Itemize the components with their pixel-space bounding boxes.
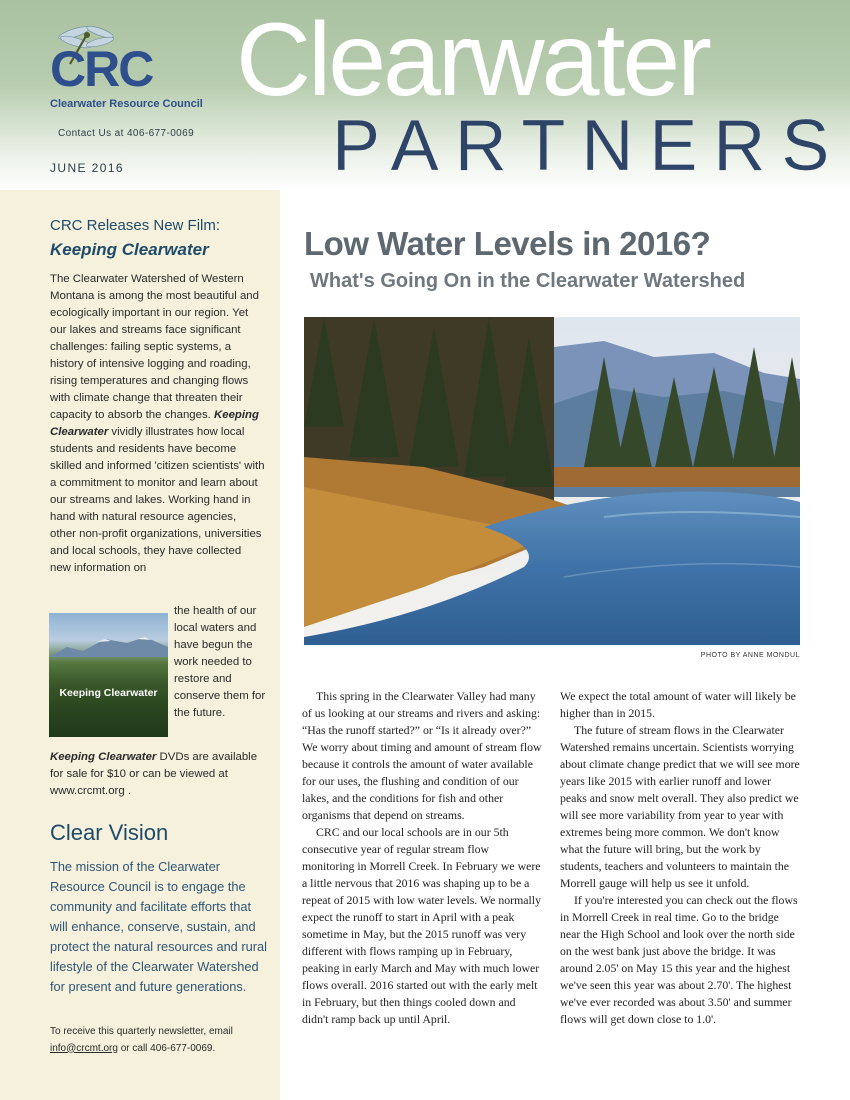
- dvd-cover-title: Keeping Clearwater: [59, 687, 158, 699]
- logo-subtitle: Clearwater Resource Council: [50, 98, 203, 110]
- film-intro-bold: Keeping Clearwater: [50, 409, 259, 438]
- email-link[interactable]: info@crcmt.org: [50, 1042, 118, 1054]
- photo-credit: PHOTO BY ANNE MONDUL: [700, 652, 800, 659]
- article-column-2: [560, 688, 800, 1028]
- dvd-availability: [50, 749, 265, 800]
- vision-text: The mission of the Clearwater Resource Council is to engage the community and facilitate efforts that will enhance, conserve, sustain, and protect the natural resources and rural lifestyle of the Clearwater Watershed for present and future generations.: [50, 859, 267, 994]
- article-subtitle: What's Going On in the Clearwater Watershed: [310, 270, 746, 292]
- film-heading: CRC Releases New Film:: [50, 217, 221, 234]
- dvd-bold-title: Keeping Clearwater: [50, 751, 157, 763]
- dvd-text: DVDs are available for sale for $10 or can be viewed at www.crcmt.org .: [50, 751, 258, 797]
- film-intro-lead: The Clearwater Watershed of Western Montana is among the most beautiful and ecologically important in our region. Yet our lakes and streams face significant challenges: failing septic systems, a history of intensive logging and roading, rising temperatures and changing flows with climate change that threaten their capacity to absorb the changes.: [50, 273, 259, 421]
- masthead: [0, 0, 850, 190]
- newsletter-footer: [50, 1024, 270, 1057]
- vision-heading: Clear Vision: [50, 820, 169, 845]
- article-paragraph: The future of stream flows in the Clearwater Watershed remains uncertain. Scientists worrying about climate change predict that we will see more years like 2015 with earlier runoff and lower peaks and snow melt overall. They also predict we will see more variability from year to year with extremes being more common. We don't know what the future will bring, but the work by students, teachers and volunteers to maintain the Morrell gauge will help us see it unfold.: [560, 723, 800, 890]
- film-title: Keeping Clearwater: [50, 240, 209, 259]
- logo-wordmark: CRC: [50, 41, 153, 97]
- film-intro-rest: vividly illustrates how local students and residents have become skilled and informed 'citizen scientists' with a commitment to monitor and learn about our streams and lakes. Working hand in hand with natural resource agencies, other non-profit organizations, universities and local schools, they have collected new information on: [50, 426, 265, 574]
- article-paragraph: CRC and our local schools are in our 5th consecutive year of regular stream flow monitoring in Morrell Creek. In February we were a little nervous that 2016 was shaping up to be a repeat of 2015 with low water levels. We normally expect the runoff to start in April with a peak sometime in May, but the 2015 runoff was very different with flows ramping up in February, peaking in early March and May with much lower flows overall. 2016 started out with the early melt in February, but then things cooled down and didn't ramp back up until April.: [302, 825, 541, 1026]
- river-landscape-image: [304, 317, 800, 645]
- article-paragraph: This spring in the Clearwater Valley had many of us looking at our streams and rivers and asking: “Has the runoff started?” or “Is it already over?” We worry about timing and amount of stream flow because it controls the amount of water available for our uses, the flushing and condition of our lakes, and the conditions for fish and other organisms that depend on streams.: [302, 689, 542, 822]
- footer-lead: To receive this quarterly newsletter, email: [50, 1026, 233, 1037]
- article-title: Low Water Levels in 2016?: [304, 225, 711, 262]
- newsletter-subtitle: PARTNERS: [332, 106, 846, 186]
- dvd-cover-image: [49, 613, 168, 737]
- article-paragraph: If you're interested you can check out the flows in Morrell Creek in real time. Go to the bridge near the High School and look over the north side on the west bank just above the bridge. It was around 2.05' on May 15 this year and the highest we've seen this year was about 2.70'. The highest we've ever recorded was about 3.50' and summer flows will get down close to 1.0'.: [560, 893, 798, 1026]
- film-intro-wrap: the health of our local waters and have begun the work needed to restore and conserve them for the future.: [174, 605, 266, 719]
- footer-tail: or call 406-677-0069.: [117, 1042, 216, 1054]
- mountain-icon: [49, 633, 168, 657]
- film-intro: [50, 271, 265, 577]
- newsletter-title: Clearwater: [236, 2, 709, 118]
- article-column-1: [302, 688, 542, 1028]
- article-paragraph: We expect the total amount of water will likely be higher than in 2015.: [560, 689, 796, 720]
- river-photo: [304, 317, 800, 645]
- issue-date: JUNE 2016: [50, 161, 124, 175]
- contact-line: Contact Us at 406-677-0069: [58, 128, 195, 139]
- crc-logo: [44, 28, 214, 118]
